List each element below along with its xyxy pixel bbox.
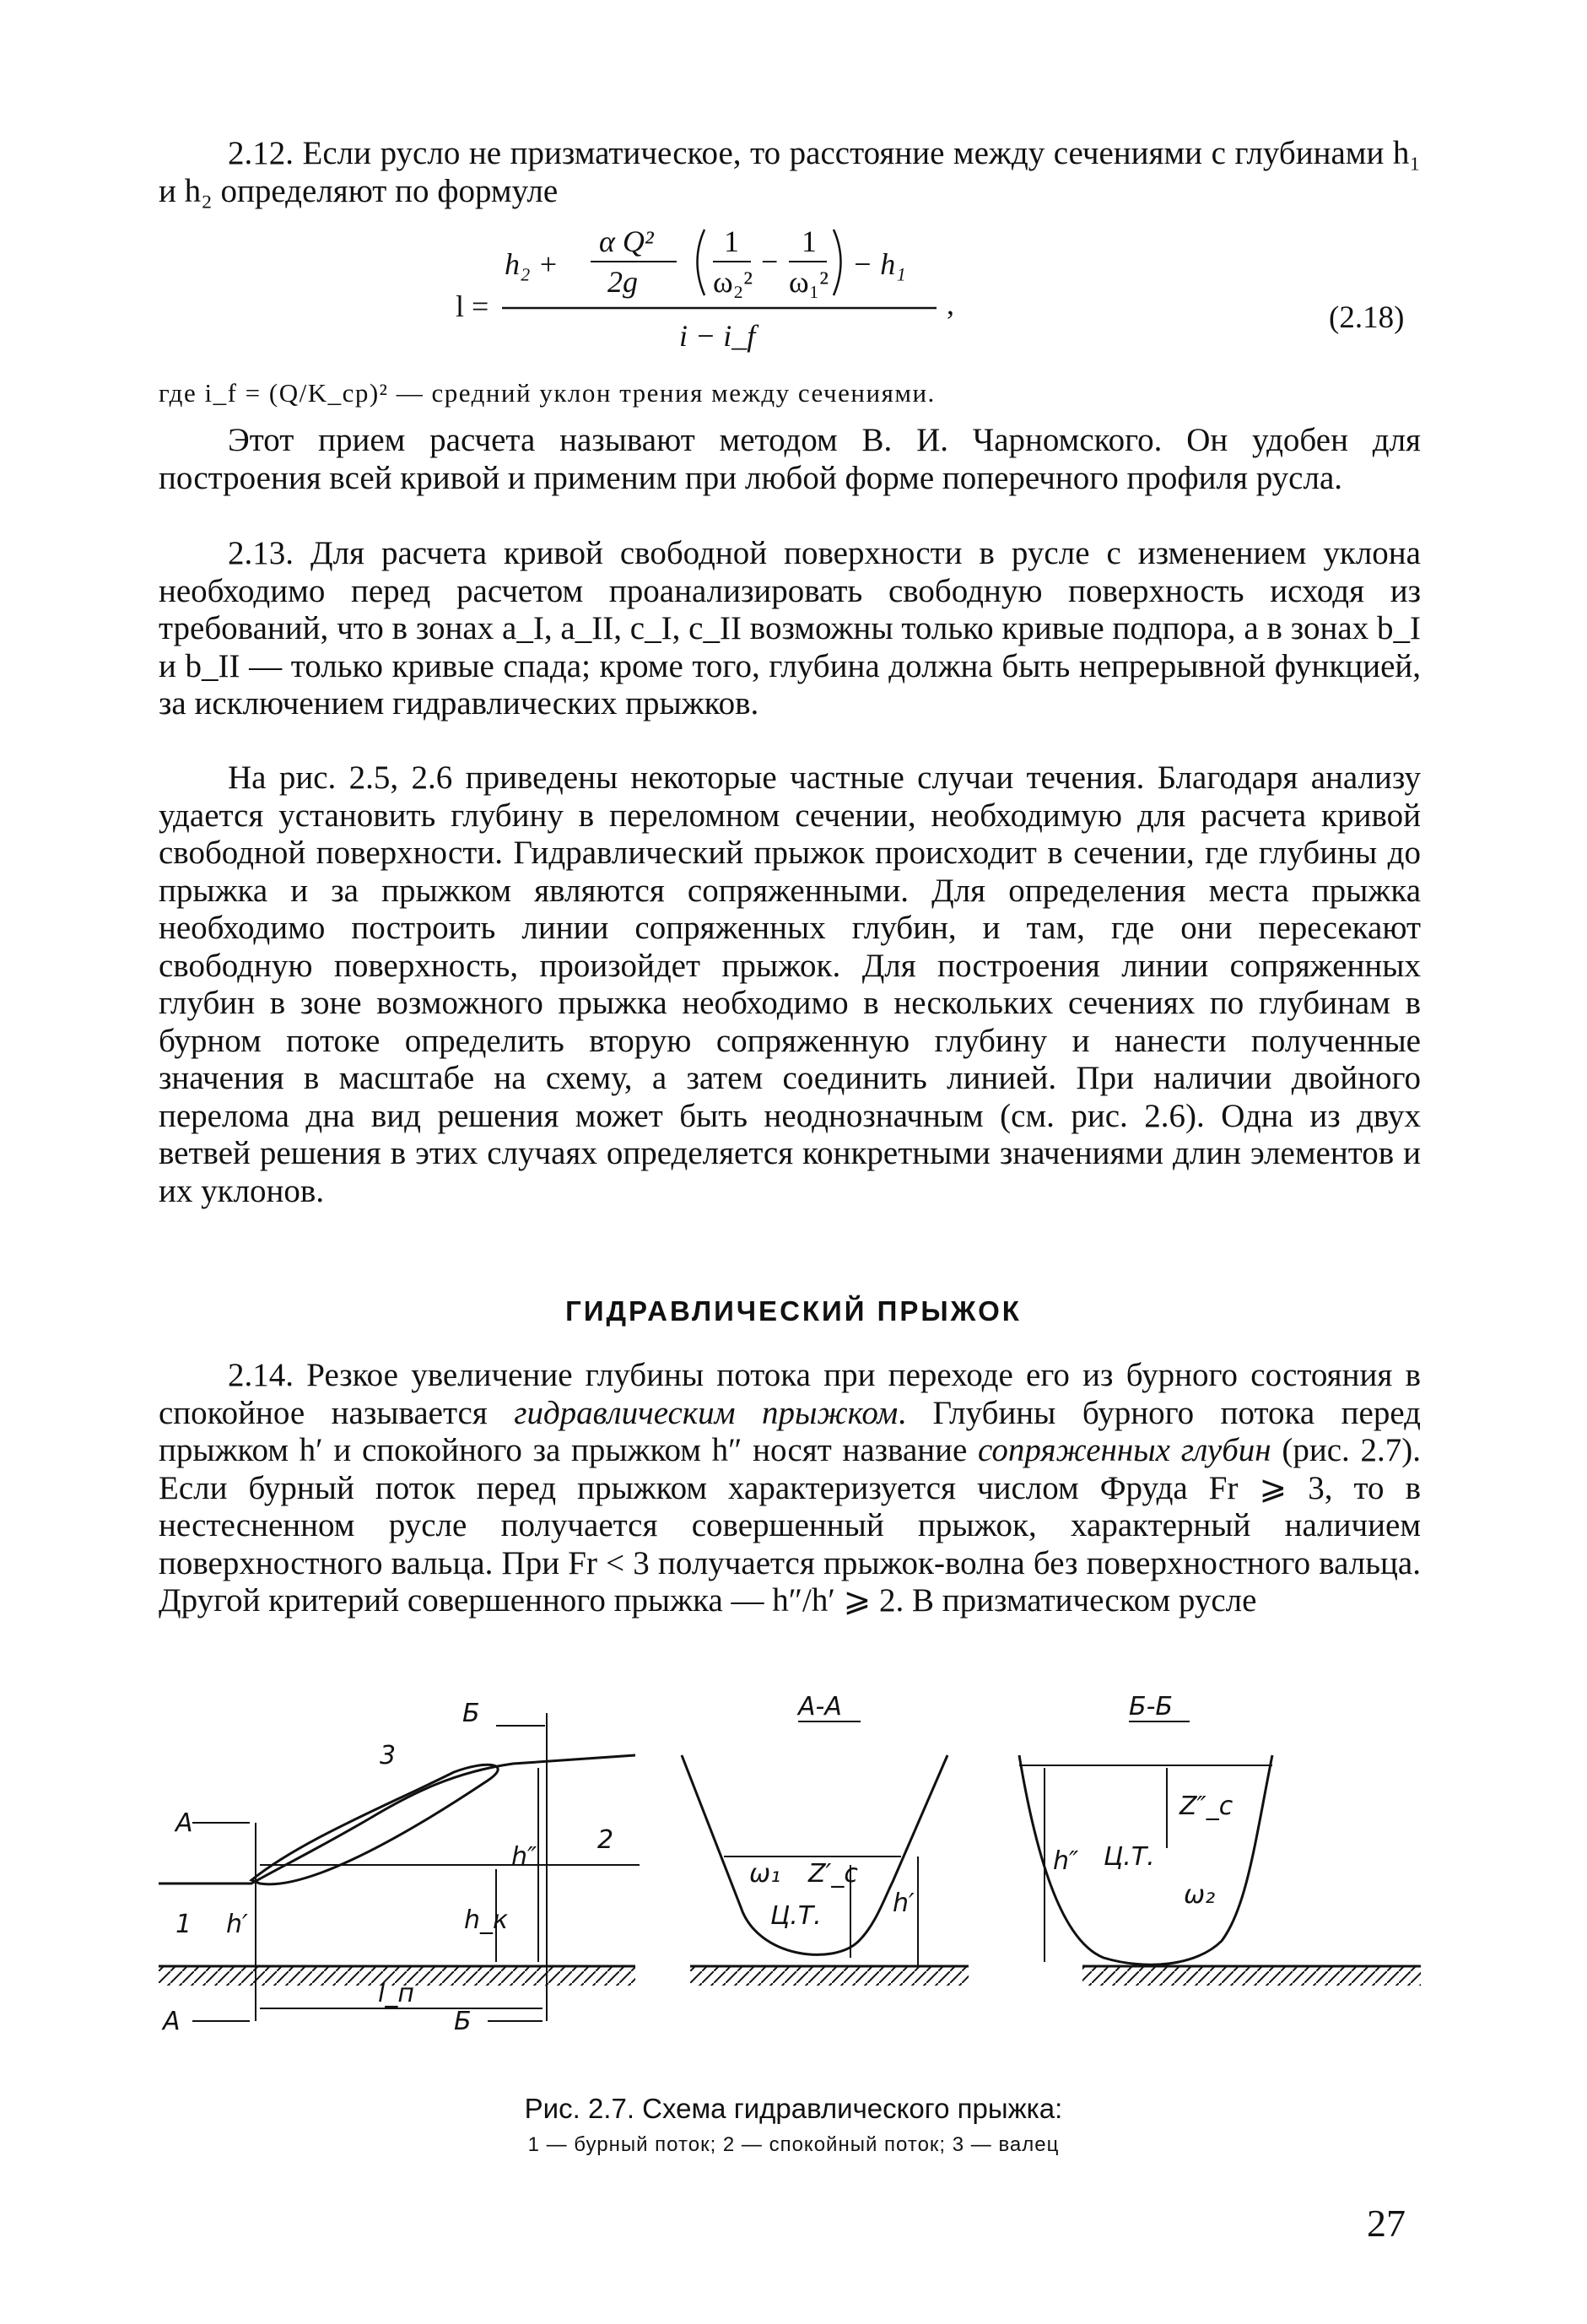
section-2-14 [159,1357,1421,1620]
section-aa-ground-hatch [690,1967,969,1986]
label-h-dprime: h″ [511,1842,537,1872]
label-b-bottom: Б [454,2007,472,2036]
formula-h2: h₂ + [505,247,559,281]
formula-minus: − [761,245,779,278]
section-heading: ГИДРАВЛИЧЕСКИЙ ПРЫЖОК [565,1295,1022,1327]
label-2: 2 [597,1825,614,1855]
formula-denominator: i − i_f [679,319,756,353]
section-2-12 [159,135,1421,210]
roller-3 [251,1765,498,1884]
label-h-prime: h′ [226,1910,248,1939]
formula-2-18 [456,211,1097,363]
section-aa-diagram [682,1692,969,1986]
section-aa-title: А-А [798,1692,842,1721]
formula-alpha-q2: α Q² [599,224,654,258]
paragraph-method: Этот прием расчета называют методом В. И. Чарномского. Он удобен для построения всей кривой и применим при любой форме поперечного профиля русла. [159,422,1421,496]
section-bb-ct: Ц.Т. [1104,1842,1155,1872]
section-bb-diagram [1019,1692,1421,1986]
formula-2g: 2g [607,265,638,299]
formula-lhs: l = [456,289,489,323]
formula-comma: , [947,287,954,321]
section-2-13: 2.13. Для расчета кривой свободной поверхности в русле с изменением уклона необходимо перед расчетом проанализировать свободную поверхность исходя из требований, что в зонах a_I, a_II, c_I, c_II возможны только кривые подпора, а в зонах b_I и b_II — только кривые спада; кроме того, глубина должна быть непрерывной функцией, за исключением гидравлических прыжков. [159,535,1421,722]
label-1: 1 [175,1910,192,1939]
section-aa-omega1: ω₁ [749,1859,781,1889]
formula-omega2: ω₂² [713,265,753,299]
where-line: где i_f = (Q/K_ср)² — средний уклон трения между сечениями. [159,378,936,408]
figure-legend: 1 — бурный поток; 2 — спокойный поток; 3 — валец [527,2133,1060,2156]
section-2-12-text: 2.12. Если русло не призматическое, то расстояние между сечениями с глубинами h₁ и h₂ определяют по формуле [159,135,1421,209]
equation-number: (2.18) [1329,300,1405,335]
section-bb-h-dprime: h″ [1053,1846,1079,1876]
formula-omega1: ω₁² [789,265,829,299]
formula-minus-h1: − h₁ [852,247,906,281]
section-2-14-part1: 2.14. Резкое увеличение глубины потока при переходе его из бурного состояния в спокойное называется [159,1357,1421,1431]
label-a-left: А [175,1808,193,1838]
label-hk: h_к [464,1905,509,1935]
section-aa-zc: Z′_c [808,1859,858,1889]
figure-2-7 [159,1688,1421,2076]
formula-one-a: 1 [724,224,739,258]
term-conjugate-depths: сопряженных глубин [978,1432,1271,1468]
section-bb-zc: Z″_c [1179,1792,1233,1821]
jump-profile-diagram [159,1699,640,2036]
label-a-bottom: А [163,2007,181,2036]
label-b-top: Б [462,1699,480,1728]
term-hydraulic-jump: гидравлическим прыжком [514,1394,899,1431]
figure-caption: Рис. 2.7. Схема гидравлического прыжка: [524,2093,1063,2124]
formula-one-b: 1 [802,224,817,258]
paragraph-figures: На рис. 2.5, 2.6 приведены некоторые частные случаи течения. Благодаря анализу удается установить глубину в переломном сечении, необходимую для расчета кривой свободной поверхности. Гидравлический прыжок происходит в сечении, где глубины до прыжка и за прыжком являются сопряженными. Для определения места прыжка необходимо построить линии сопряженных глубин, и там, где они пересекают свободную поверхность, произойдет прыжок. Для построения линии сопряженных глубин в зоне возможного прыжка необходимо в нескольких сечениях по глубинам в бурном потоке определить вторую сопряженную глубину и нанести полученные значения в масштабе на схему, а затем соединить линией. При наличии двойного перелома дна вид решения может быть неоднозначным (см. рис. 2.6). Одна из двух ветвей решения в этих случаях определяется конкретными значениями длин элементов и их уклонов. [159,759,1421,1209]
section-bb-omega2: ω₂ [1184,1880,1216,1910]
section-aa-h-prime: h′ [893,1889,915,1918]
page-number: 27 [1367,2202,1406,2245]
section-2-14-part3: (рис. 2.7). Если бурный поток перед прыжком характеризуется числом Фруда Fr ⩾ 3, то в нестесненном русле получается совершенный прыжок, характерный наличием поверхностного вальца. При Fr < 3 получается прыжок-волна без поверхностного вальца. Другой критерий совершенного прыжка — h″/h′ ⩾ 2. В призматическом русле [159,1432,1421,1619]
section-aa-ct: Ц.Т. [770,1901,822,1931]
section-2-14-part2: . Глубины бурного потока перед прыжком h′ и спокойного за прыжком h″ носят название [159,1394,1421,1468]
label-3: 3 [380,1741,397,1770]
section-bb-title: Б-Б [1129,1692,1173,1721]
label-ln: l_п [378,1979,414,2008]
section-bb-ground-hatch [1082,1967,1421,1986]
